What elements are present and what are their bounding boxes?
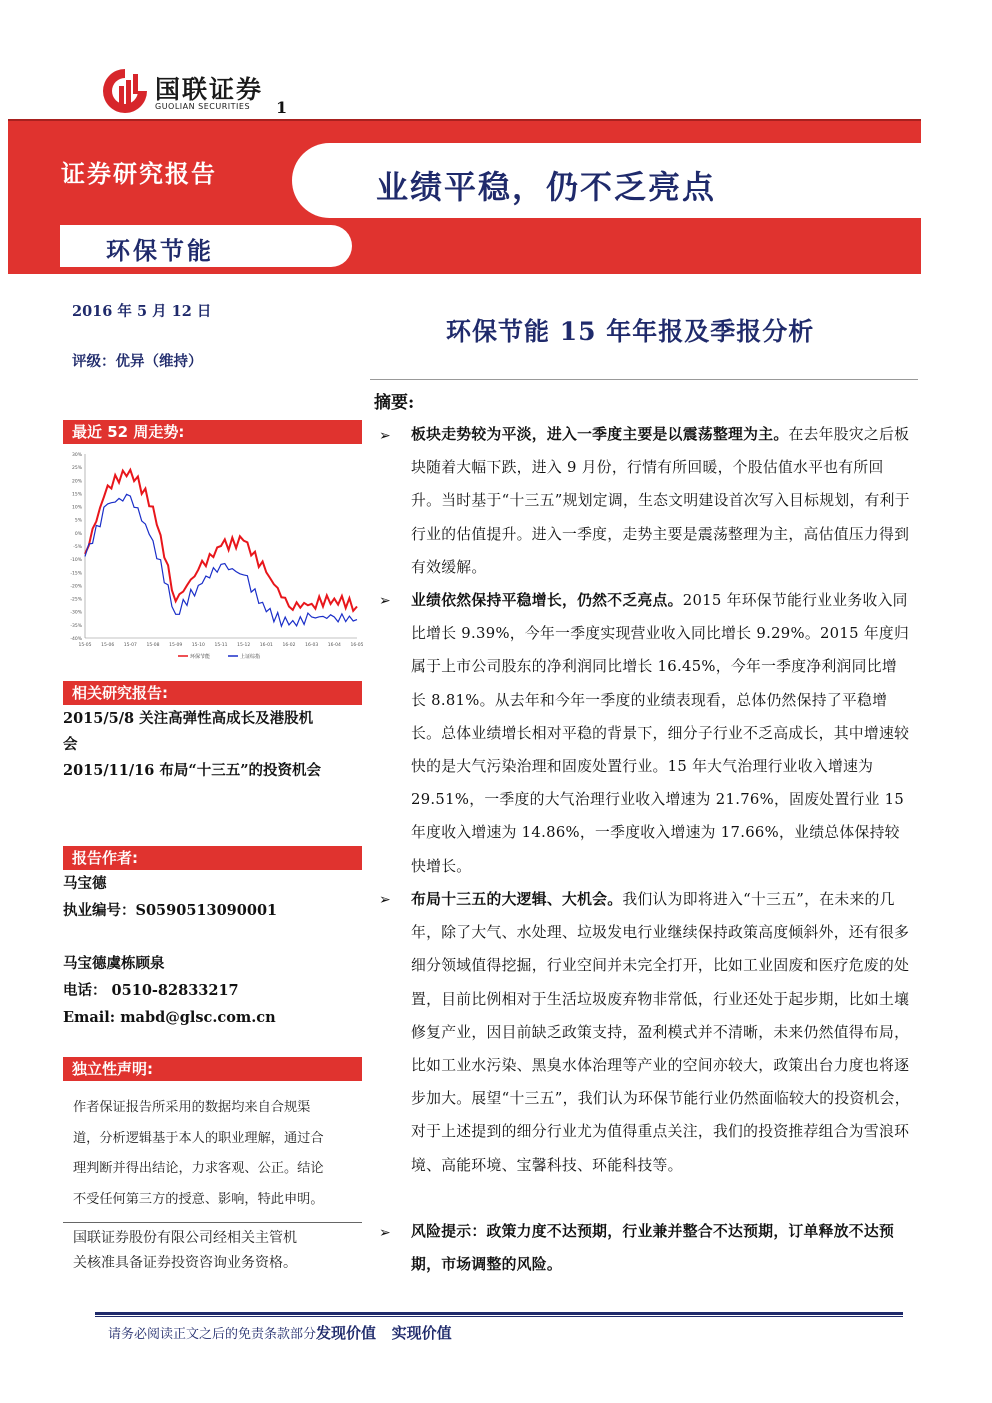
qualification-statement	[73, 1226, 297, 1276]
x-tick-label: 16-04	[327, 643, 341, 648]
y-tick-label: -35%	[70, 623, 82, 629]
report-date: 2016 年 5 月 12 日	[72, 303, 212, 320]
company-name-en: GUOLIAN SECURITIES	[155, 102, 251, 111]
bullet-arrow-icon: ➢	[379, 892, 391, 908]
report-type: 证券研究报告	[61, 159, 217, 188]
bullet-arrow-icon: ➢	[379, 428, 391, 444]
footer-rule	[95, 1312, 903, 1315]
footer-slogan: 发现价值 实现价值	[316, 1324, 452, 1342]
independence-line: 道，分析逻辑基于本人的职业理解，通过合	[73, 1130, 324, 1146]
x-tick-label: 15-07	[123, 643, 137, 648]
bullet-1-lead: 板块走势较为平淡，进入一季度主要是以震荡整理为主。	[411, 426, 789, 443]
footer-rule-thin	[95, 1316, 903, 1317]
summary-bullet-4	[411, 1215, 911, 1281]
x-tick-label: 15-09	[169, 643, 183, 648]
y-tick-label: -30%	[70, 610, 82, 616]
trend-chart-svg	[63, 446, 363, 676]
x-tick-label: 16-05	[350, 643, 363, 648]
rating: 评级：优异（维持）	[72, 353, 203, 370]
related-report-1[interactable]: 2015/5/8 关注高弹性高成长及港股机	[63, 710, 314, 727]
independence-line: 理判断并得出结论，力求客观、公正。结论	[73, 1161, 324, 1176]
qualification-line: 国联证券股份有限公司经相关主管机	[73, 1230, 297, 1246]
author-phone: 电话： 0510-82833217	[63, 982, 239, 999]
company-logo	[100, 66, 150, 116]
report-title: 业绩平稳，仍不乏亮点	[376, 168, 717, 206]
legend-label-2: 上证综指	[240, 654, 261, 660]
x-tick-label: 16-02	[282, 643, 296, 648]
x-tick-label: 15-08	[146, 643, 160, 648]
y-tick-label: -10%	[70, 558, 82, 564]
summary-bullet-1	[411, 418, 911, 584]
independence-statement	[73, 1093, 324, 1215]
x-tick-label: 16-01	[259, 643, 273, 648]
y-tick-label: -5%	[73, 545, 82, 550]
y-tick-label: 20%	[71, 479, 82, 485]
y-tick-label: 0%	[74, 531, 82, 537]
series-line-1	[85, 470, 357, 611]
x-tick-label: 15-12	[237, 643, 251, 648]
main-title: 环保节能 15 年年报及季报分析	[446, 317, 815, 346]
bullet-2-text: 2015 年环保节能行业业务收入同比增长 9.39%，今年一季度实现营业收入同比增长 9.29%。2015 年度归属于上市公司股东的净利润同比增长 16.45%，今年一季度净利润同比增长 8.81%。从去年和今年一季度的业绩表现看，总体仍然保持了平稳增长。总体业绩增长相对平稳的背景下，细分子行业不乏高成长，其中增速较快的是大气污染治理和固废处置行业。15 年大气治理行业收入增速为 29.51%，一季度的大气治理行业收入增速为 21.76%，固废处置行业 15 年度收入增速为 14.86%，一季度收入增速为 17.66%，业绩总体保持较快增长。	[411, 592, 910, 875]
y-tick-label: 25%	[71, 466, 82, 472]
footer-disclaimer[interactable]: 请务必阅读正文之后的免责条款部分	[108, 1327, 317, 1342]
related-report-2[interactable]: 2015/11/16 布局“十三五”的投资机会	[63, 762, 322, 779]
company-name-cn: 国联证券	[155, 75, 264, 104]
trend-title: 最近 52 周走势:	[63, 420, 362, 444]
summary-bullet-3	[411, 883, 911, 1182]
legend-label-1: 环保节能	[190, 654, 211, 660]
summary-top-rule	[370, 379, 918, 380]
bullet-3-text: 我们认为即将进入“十三五”，在未来的几年，除了大气、水处理、垃圾发电行业继续保持政策高度倾斜外，还有很多细分领域值得挖掘，行业空间并未完全打开，比如工业固废和医疗危废的处置，目前比例相对于生活垃圾废弃物非常低，行业还处于起步期，比如土壤修复产业，因目前缺乏政策支持，盈利模式并不清晰，未来仍然值得布局，比如工业水污染、黑臭水体治理等产业的空间亦较大，政策出台力度也将逐步加大。展望“十三五”，我们认为环保节能行业仍然面临较大的投资机会，对于上述提到的细分行业尤为值得重点关注，我们的投资推荐组合为雪浪环境、高能环境、宝馨科技、环能科技等。	[411, 891, 910, 1174]
y-tick-label: -40%	[70, 637, 82, 642]
author-assistants: 马宝德虞栋顾泉	[63, 955, 165, 972]
y-tick-label: -15%	[70, 571, 82, 577]
bullet-2-lead: 业绩依然保持平稳增长，仍然不乏亮点。	[411, 592, 683, 609]
industry-label: 环保节能	[106, 236, 214, 265]
x-tick-label: 15-05	[78, 643, 92, 648]
author-name: 马宝德	[63, 875, 107, 892]
y-tick-label: -20%	[70, 584, 82, 590]
summary-bullet-2	[411, 584, 911, 883]
x-tick-label: 15-10	[191, 643, 205, 648]
page-number: 1	[276, 98, 288, 117]
bullet-arrow-icon: ➢	[379, 1225, 391, 1241]
summary-heading: 摘要:	[374, 393, 415, 413]
bullet-arrow-icon: ➢	[379, 593, 391, 609]
qualification-line: 关核准具备证券投资咨询业务资格。	[73, 1255, 297, 1271]
bullet-4-lead: 风险提示：政策力度不达预期，行业兼并整合不达预期，订单释放不达预期，市场调整的风险。	[411, 1223, 895, 1274]
author-email[interactable]: Email: mabd@glsc.com.cn	[63, 1009, 276, 1026]
y-tick-label: 30%	[71, 453, 82, 458]
y-tick-label: 10%	[71, 505, 82, 511]
related-title: 相关研究报告:	[63, 681, 362, 705]
x-tick-label: 16-03	[305, 643, 319, 648]
y-tick-label: 5%	[74, 518, 82, 524]
qualification-rule	[63, 1222, 362, 1223]
bullet-3-lead: 布局十三五的大逻辑、大机会。	[411, 891, 623, 908]
author-license: 执业编号：S0590513090001	[63, 902, 278, 919]
independence-title: 独立性声明:	[63, 1057, 362, 1081]
footer	[108, 1322, 452, 1343]
x-tick-label: 15-06	[101, 643, 115, 648]
y-tick-label: 15%	[71, 492, 82, 498]
author-title: 报告作者:	[63, 846, 362, 870]
trend-chart	[63, 446, 363, 676]
independence-line: 作者保证报告所采用的数据均来自合规渠	[73, 1100, 311, 1115]
logo-mark-icon	[100, 66, 150, 116]
x-tick-label: 15-11	[214, 643, 228, 648]
related-report-1-cont[interactable]: 会	[63, 736, 78, 753]
independence-line: 不受任何第三方的授意、影响，特此申明。	[73, 1191, 324, 1207]
y-tick-label: -25%	[70, 597, 82, 603]
bullet-1-text: 在去年股灾之后板块随着大幅下跌，进入 9 月份，行情有所回暖，个股估值水平也有所回升。当时基于“十三五”规划定调，生态文明建设首次写入目标规划，有利于行业的估值提升。进入一季度，走势主要是震荡整理为主，高估值压力得到有效缓解。	[411, 426, 910, 576]
